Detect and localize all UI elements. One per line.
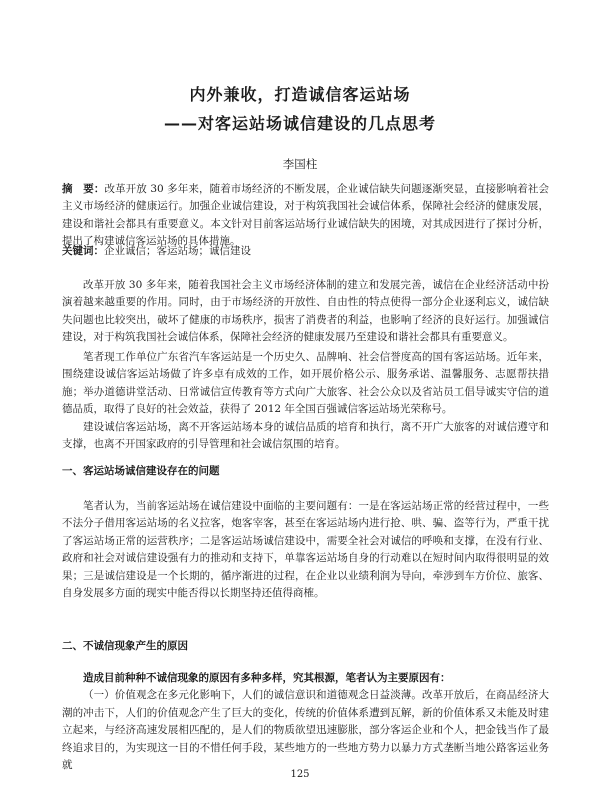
paper-title: 内外兼收，打造诚信客运站场 xyxy=(189,85,411,104)
body-paragraph-1: 改革开放 30 多年来，随着我国社会主义市场经济体制的建立和发展完善，诚信在企业经济活动中扮演着越来越重要的作用。同时，由于市场经济的开放性、自由性的特点使得一部分企业逐利忘义，诚信缺失问题也比较突出，破坏了健康的市场秩序，损害了消费者的利益，也影响了经济的良好运行。加强诚信建设，对于构筑我国社会诚信体系，保障社会经济的健康发展乃至建设和谐社会都具有重要意义。 xyxy=(62,279,549,344)
section-1-text: 笔者认为，当前客运站场在诚信建设中面临的主要问题有：一是在客运站场正常的经营过程中，一些不法分子借用客运站场的名义拉客，炮客宰客，甚至在客运站场内进行抢、哄、骗、盗等行为，严重干扰了客运站场正常的运营秩序；二是客运站场诚信建设中，需要全社会对诚信的呼唤和支撑，在没有行业、政府和社会对诚信建设强有力的推动和支持下，单靠客运站场自身的行动难以在短时间内取得很明显的效果；三是诚信建设是一个长期的，循序渐进的过程，在企业以业绩利润为导向，牵涉到车方价位、旅客、自身发展多方面的现实中能否得以长期坚持还值得商榷。 xyxy=(62,500,549,600)
body-paragraph-3: 建设诚信客运站场，离不开客运站场本身的诚信品质的培育和执行，离不开广大旅客的对诚信遵守和支撑，也离不开国家政府的引导管理和社会诚信氛围的培育。 xyxy=(62,421,549,451)
paper-subtitle: ——对客运站场诚信建设的几点思考 xyxy=(163,114,436,133)
keywords-label: 关键词： xyxy=(62,245,104,257)
author-name: 李国柱 xyxy=(282,157,318,171)
abstract-text: 改革开放 30 多年来，随着市场经济的不断发展，企业诚信缺失问题逐渐突显，直接影响着社会主义市场经济的健康运行。加强企业诚信建设，对于构筑我国社会诚信体系，保障社会经济的健康发展，建设和谐社会都具有重要意义。本文针对目前客运站场行业诚信缺失的困境，对其成因进行了探讨分析，提出了构建诚信客运站场的具体措施。 xyxy=(62,183,550,248)
abstract xyxy=(62,181,549,251)
abstract-label: 摘 要： xyxy=(62,183,105,195)
body-paragraph-2: 笔者现工作单位广东省汽车客运站是一个历史久、品牌响、社会信誉度高的国有客运站场。近年来，围绕建设诚信客运站场做了许多卓有成效的工作，如开展价格公示、服务承诺、温馨服务、志愿帮扶措施；举办道德讲堂活动、日常诚信宣传教育等方式向广大旅客、社会公众以及省站员工倡导诚实守信的道德品质，取得了良好的社会效益，获得了 2012 年全国百强诚信客运站场光荣称号。 xyxy=(62,351,549,416)
section-2-body xyxy=(62,670,549,774)
keywords xyxy=(62,243,549,260)
section-2-text: （一）价值观念在多元化影响下，人们的诚信意识和道德观念日益淡薄。改革开放后，在商品经济大潮的冲击下，人们的价值观念产生了巨大的变化，传统的价值体系遭到瓦解，新的价值体系又未能及时建立起来，与经济高速发展相匹配的，是人们的物质欲望迅速膨胀，部分客运企业和个人，把金钱当作了最终追求目的，为实现这一目的不惜任何手段，某些地方的一些地方势力以暴力方式垄断当地公路客运业务就 xyxy=(62,689,549,772)
section-2-intro: 造成目前种种不诚信现象的原因有多种多样，究其根源，笔者认为主要原因有： xyxy=(83,672,451,684)
page-number: 125 xyxy=(290,769,310,780)
section-heading-2: 二、不诚信现象产生的原因 xyxy=(62,640,188,652)
section-heading-1: 一、客运站场诚信建设存在的问题 xyxy=(62,465,220,477)
keywords-text: 企业诚信；客运站场；诚信建设 xyxy=(104,245,251,257)
